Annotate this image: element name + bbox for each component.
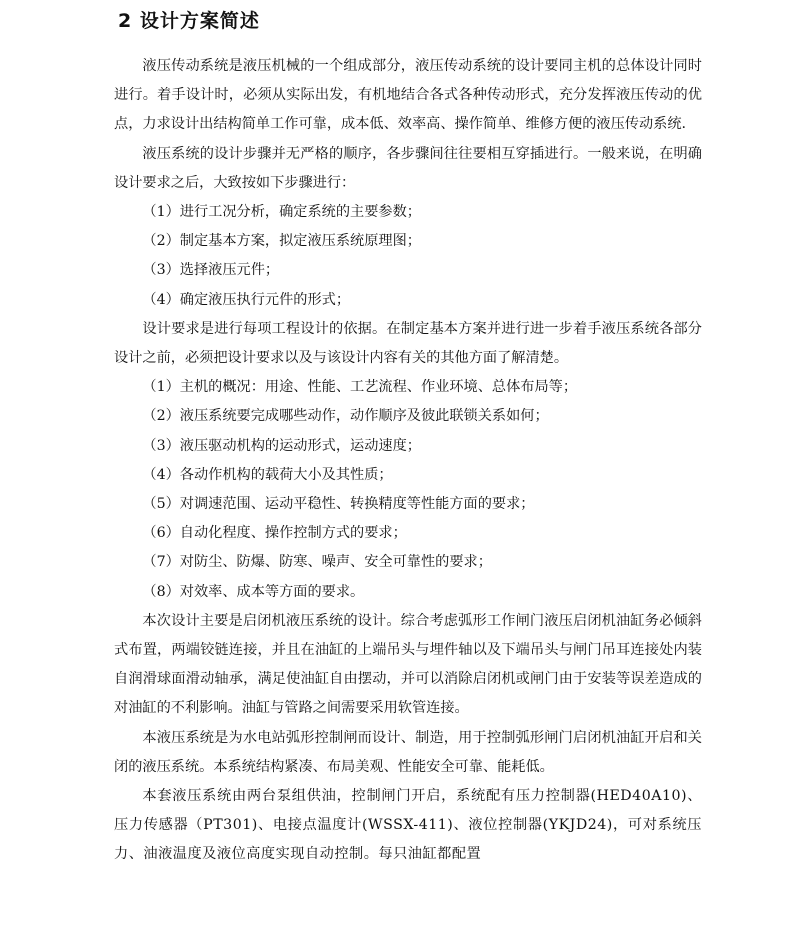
list-item: （3）液压驱动机构的运动形式，运动速度；: [142, 437, 421, 454]
paragraph: 本套液压系统由两台泵组供油，控制闸门开启，系统配有压力控制器(HED40A10)、压力传感器（PT301)、电接点温度计(WSSX-411)、液位控制器(YKJD24)，可对系统压力、油液温度及液位高度实现自动控制。每只油缸都配置: [114, 788, 702, 863]
list-item: （8）对效率、成本等方面的要求。: [142, 583, 365, 600]
paragraph: 液压传动系统是液压机械的一个组成部分，液压传动系统的设计要同主机的总体设计同时进行。着手设计时，必须从实际出发，有机地结合各式各种传动形式，充分发挥液压传动的优点，力求设计出结构简单工作可靠，成本低、效率高、操作简单、维修方便的液压传动系统.: [114, 58, 702, 133]
paragraph: 本次设计主要是启闭机液压系统的设计。综合考虑弧形工作闸门液压启闭机油缸务必倾斜式布置，两端铰链连接，并且在油缸的上端吊头与埋件轴以及下端吊头与闸门吊耳连接处内装自润滑球面滑动轴承，满足使油缸自由摆动，并可以消除启闭机或闸门由于安装等误差造成的对油缸的不利影响。油缸与管路之间需要采用软管连接。: [114, 612, 702, 717]
list-item: （3）选择液压元件；: [142, 262, 280, 279]
document-body: [114, 52, 702, 870]
list-item: （7）对防尘、防爆、防寒、噪声、安全可靠性的要求；: [142, 554, 492, 571]
list-item: （2）液压系统要完成哪些动作，动作顺序及彼此联锁关系如何；: [142, 408, 549, 425]
list-item: （2）制定基本方案，拟定液压系统原理图；: [142, 233, 421, 250]
list-item: （4）各动作机构的载荷大小及其性质；: [142, 466, 393, 483]
section-title: 2 设计方案简述: [118, 10, 260, 32]
paragraph: 本液压系统是为水电站弧形控制闸而设计、制造，用于控制弧形闸门启闭机油缸开启和关闭的液压系统。本系统结构紧凑、布局美观、性能安全可靠、能耗低。: [114, 729, 702, 775]
list-item: （5）对调速范围、运动平稳性、转换精度等性能方面的要求；: [142, 496, 535, 513]
paragraph: 设计要求是进行每项工程设计的依据。在制定基本方案并进行进一步着手液压系统各部分设计之前，必须把设计要求以及与该设计内容有关的其他方面了解清楚。: [114, 320, 702, 367]
list-item: （1）主机的概况：用途、性能、工艺流程、作业环境、总体布局等；: [142, 379, 578, 396]
list-item: （4）确定液压执行元件的形式；: [142, 291, 351, 308]
list-item: （1）进行工况分析，确定系统的主要参数；: [142, 204, 421, 221]
list-item: （6）自动化程度、操作控制方式的要求；: [142, 525, 407, 542]
paragraph: 液压系统的设计步骤并无严格的顺序，各步骤间往往要相互穿插进行。一般来说，在明确设计要求之后，大致按如下步骤进行：: [114, 145, 702, 191]
